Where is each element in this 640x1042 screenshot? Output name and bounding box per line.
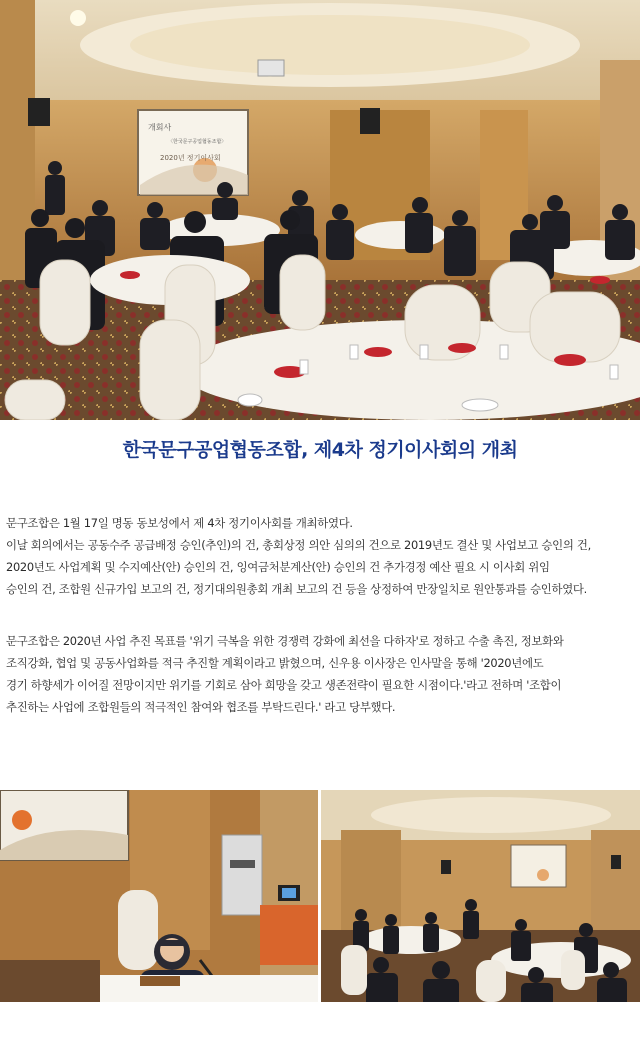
- main-meeting-scene: [0, 0, 640, 420]
- paragraph-2-line: 경기 하향세가 이어질 전망이지만 위기를 기회로 삼아 희망을 갖고 생존전략이 필요한 시점이다.'라고 전하며 '조합이: [6, 678, 562, 692]
- main-meeting-photo: [0, 0, 640, 420]
- meeting-room-photo: [321, 790, 640, 1002]
- slide-line2: 〈한국문구공업협동조합〉: [168, 139, 227, 145]
- paragraph-1-line: 문구조합은 1월 17일 명동 동보성에서 제 4차 정기이사회를 개최하였다.: [6, 516, 353, 530]
- slide-line3: 2020년 정기이사회: [160, 154, 221, 162]
- meeting-room-scene: [321, 790, 640, 1002]
- paragraph-1-line: 이날 회의에서는 공동수주 공급배정 승인(추인)의 건, 총회상정 의안 심의의 건으로 2019년도 결산 및 사업보고 승인의 건,: [6, 538, 591, 552]
- paragraph-1-line: 승인의 건, 조합원 신규가입 보고의 건, 정기대의원총회 개최 보고의 건 등을 상정하여 만장일치로 원안통과를 승인하였다.: [6, 582, 587, 596]
- article-paragraph-1: [6, 512, 634, 600]
- speaker-left: [28, 98, 50, 126]
- speaker-photo: [0, 790, 318, 1002]
- paragraph-2-line: 문구조합은 2020년 사업 추진 목표를 '위기 극복을 위한 경쟁력 강화에 최선을 다하자'로 정하고 수출 촉진, 정보화와: [6, 634, 564, 648]
- article-paragraph-2: [6, 630, 634, 718]
- paragraph-1-line: 2020년도 사업계획 및 수지예산(안) 승인의 건, 잉여금처분계산(안) 승인의 건 추가경정 예산 필요 시 이사회 위임: [6, 560, 550, 574]
- projector: [258, 60, 284, 76]
- article-title: 한국문구공업협동조합, 제4차 정기이사회의 개최: [122, 439, 518, 461]
- paragraph-2-line: 추진하는 사업에 조합원들의 적극적인 참여와 협조를 부탁드린다.' 라고 당부했다.: [6, 700, 396, 714]
- slide-line1: 개회사: [148, 123, 172, 132]
- speaker-scene: [0, 790, 318, 1002]
- paragraph-2-line: 조직강화, 협업 및 공동사업화를 적극 추진할 계획이라고 밝혔으며, 신우용 이사장은 인사말을 통해 '2020년에도: [6, 656, 544, 670]
- speaker-right: [360, 108, 380, 134]
